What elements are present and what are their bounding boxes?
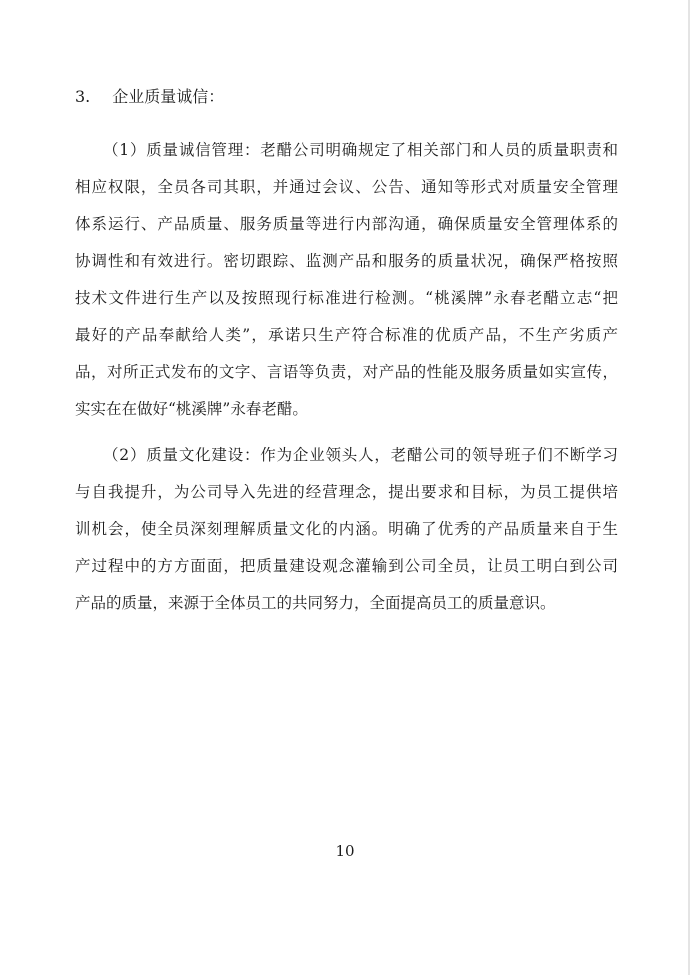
paragraph-line: 产品的质量，来源于全体员工的共同努力，全面提高员工的质量意识。 [75,594,556,612]
section-heading [75,78,618,115]
paragraph-line: 技术文件进行生产以及按照现行标准进行检测。“桃溪牌”永春老醋立志“把 [75,289,618,307]
page-content [75,78,618,622]
paragraph-line: 产过程中的方方面面，把质量建设观念灌输到公司全员，让员工明白到公司 [75,557,618,575]
paragraph-line: 与自我提升，为公司导入先进的经营理念，提出要求和目标，为员工提供培 [75,483,618,501]
paragraph-line: 体系运行、产品质量、服务质量等进行内部沟通，确保质量安全管理体系的 [75,215,618,233]
paragraph-quality-integrity-management [75,132,618,428]
section-title: 企业质量诚信： [112,87,225,106]
paragraph-line: 协调性和有效进行。密切跟踪、监测产品和服务的质量状况，确保严格按照 [75,252,618,270]
section-number: 3. [75,87,91,106]
paragraph-line: （2）质量文化建设：作为企业领头人，老醋公司的领导班子们不断学习 [103,446,618,464]
paragraph-line: （1）质量诚信管理：老醋公司明确规定了相关部门和人员的质量职责和 [103,141,618,159]
paragraph-quality-culture-building [75,437,618,622]
paragraph-line: 品，对所正式发布的文字、言语等负责，对产品的性能及服务质量如实宣传， [75,363,618,381]
page-number: 10 [335,842,355,860]
paragraph-line: 相应权限，全员各司其职，并通过会议、公告、通知等形式对质量安全管理 [75,178,618,196]
paragraph-line: 最好的产品奉献给人类”，承诺只生产符合标准的优质产品，不生产劣质产 [75,326,618,344]
paragraph-line: 训机会，使全员深刻理解质量文化的内涵。明确了优秀的产品质量来自于生 [75,520,618,538]
paragraph-line: 实实在在做好“桃溪牌”永春老醋。 [75,400,308,418]
